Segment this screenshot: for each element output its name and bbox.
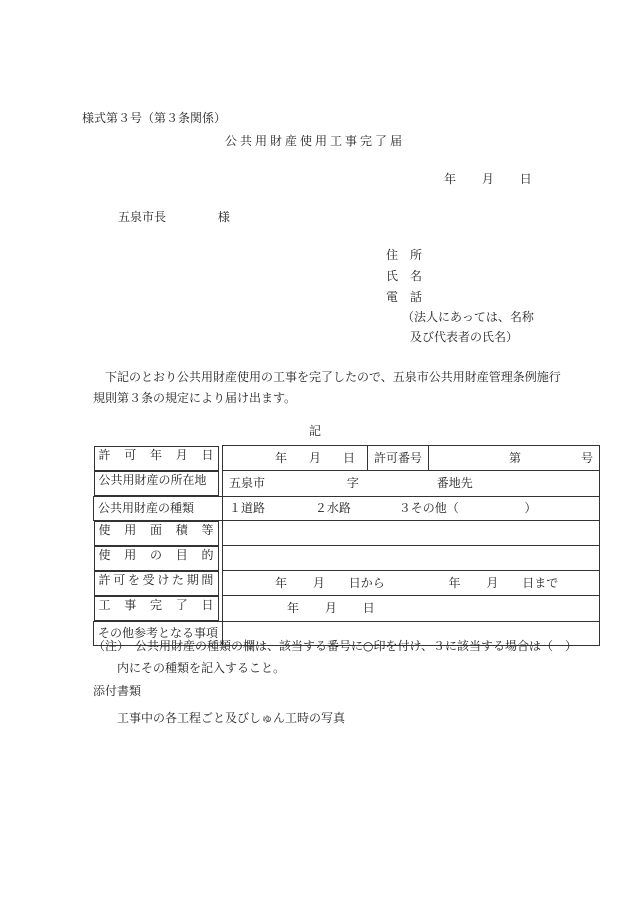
addressee-name: 五泉市長 bbox=[118, 210, 167, 224]
attachments-heading: 添付書類 bbox=[93, 684, 142, 698]
table-row bbox=[94, 596, 600, 622]
period-label: 許 可 を 受 け た 期 間 bbox=[94, 571, 219, 596]
applicant-address-label: 住所 bbox=[386, 248, 435, 262]
page-title: 公共用財産使用工事完了届 bbox=[224, 134, 405, 148]
kind-option-waterway[interactable]: ２水路 bbox=[314, 501, 351, 515]
date-month: 月 bbox=[481, 172, 494, 186]
area-label: 使 用 面 積 等 bbox=[94, 521, 219, 546]
kind-label: 公共用財産の種類 bbox=[94, 496, 223, 520]
body-text: 下記のとおり公共用財産使用の工事を完了したので、五泉市公共用財産管理条例施行 bbox=[105, 370, 561, 384]
completion-label: 工 事 完 了 日 bbox=[94, 596, 219, 621]
period-to: 日まで bbox=[522, 576, 559, 590]
period-to-month: 月 bbox=[486, 576, 499, 590]
note-text-2: 内にその種類を記入すること。 bbox=[117, 661, 286, 675]
purpose-value[interactable] bbox=[223, 546, 600, 571]
addressee-honorific: 様 bbox=[217, 210, 230, 224]
note-text: （注） 公共用財産の種類の欄は、該当する番号に○印を付け、３に該当する場合は（ ） bbox=[93, 639, 577, 653]
location-value[interactable] bbox=[223, 471, 600, 497]
body-text-2: 規則第３条の規定により届け出ます。 bbox=[93, 391, 297, 405]
location-aza: 字 bbox=[346, 476, 359, 491]
kind-option-close: ） bbox=[524, 501, 537, 515]
period-to-year: 年 bbox=[448, 576, 461, 590]
period-from: 日から bbox=[348, 576, 385, 590]
table-row bbox=[94, 520, 600, 546]
applicant-phone-label: 電話 bbox=[386, 290, 435, 304]
purpose-label: 使 用 の 目 的 bbox=[94, 546, 219, 571]
completion-month: 月 bbox=[324, 601, 337, 616]
location-label: 公共用財産の所在地 bbox=[94, 471, 219, 496]
table-row bbox=[94, 571, 600, 596]
period-from-year: 年 bbox=[275, 576, 288, 590]
permit-date-value[interactable] bbox=[223, 446, 368, 471]
table-row bbox=[94, 471, 600, 497]
permit-number-label: 許可番号 bbox=[368, 446, 429, 471]
permit-year: 年 bbox=[275, 451, 288, 465]
ki-heading: 記 bbox=[308, 424, 321, 438]
kind-option-other[interactable]: ３その他（ bbox=[398, 501, 459, 515]
corporate-note-2: 及び代表者の氏名） bbox=[410, 330, 519, 344]
area-value[interactable] bbox=[223, 520, 600, 546]
kind-value[interactable] bbox=[223, 496, 600, 520]
permit-number-suffix: 号 bbox=[581, 451, 594, 465]
table-row bbox=[94, 446, 600, 471]
permit-month: 月 bbox=[309, 451, 322, 465]
table-row bbox=[94, 546, 600, 571]
date-year: 年 bbox=[444, 172, 457, 186]
completion-day: 日 bbox=[362, 601, 375, 616]
corporate-note: （法人にあっては、名称 bbox=[402, 310, 534, 324]
permit-number-prefix: 第 bbox=[509, 451, 522, 465]
kind-option-road[interactable]: １道路 bbox=[229, 501, 266, 515]
addressee bbox=[118, 209, 230, 225]
location-banchi: 番地先 bbox=[436, 476, 473, 491]
date-day: 日 bbox=[519, 172, 532, 186]
period-value[interactable] bbox=[223, 571, 600, 596]
completion-value[interactable] bbox=[223, 596, 600, 622]
applicant-name-label: 氏名 bbox=[386, 269, 435, 283]
permit-date-label: 許 可 年 月 日 bbox=[94, 446, 219, 471]
table-row bbox=[94, 496, 600, 520]
permit-number-value[interactable] bbox=[429, 446, 600, 471]
completion-form-table bbox=[93, 445, 600, 646]
submission-date bbox=[444, 171, 532, 187]
period-from-month: 月 bbox=[312, 576, 325, 590]
attachment-item: 工事中の各工程ごと及びしゅん工時の写真 bbox=[117, 711, 346, 725]
completion-year: 年 bbox=[287, 601, 300, 616]
location-city: 五泉市 bbox=[229, 476, 266, 491]
form-number: 様式第３号（第３条関係） bbox=[82, 111, 227, 125]
other-label: その他参考となる事項 bbox=[94, 621, 223, 645]
permit-day: 日 bbox=[343, 451, 356, 465]
